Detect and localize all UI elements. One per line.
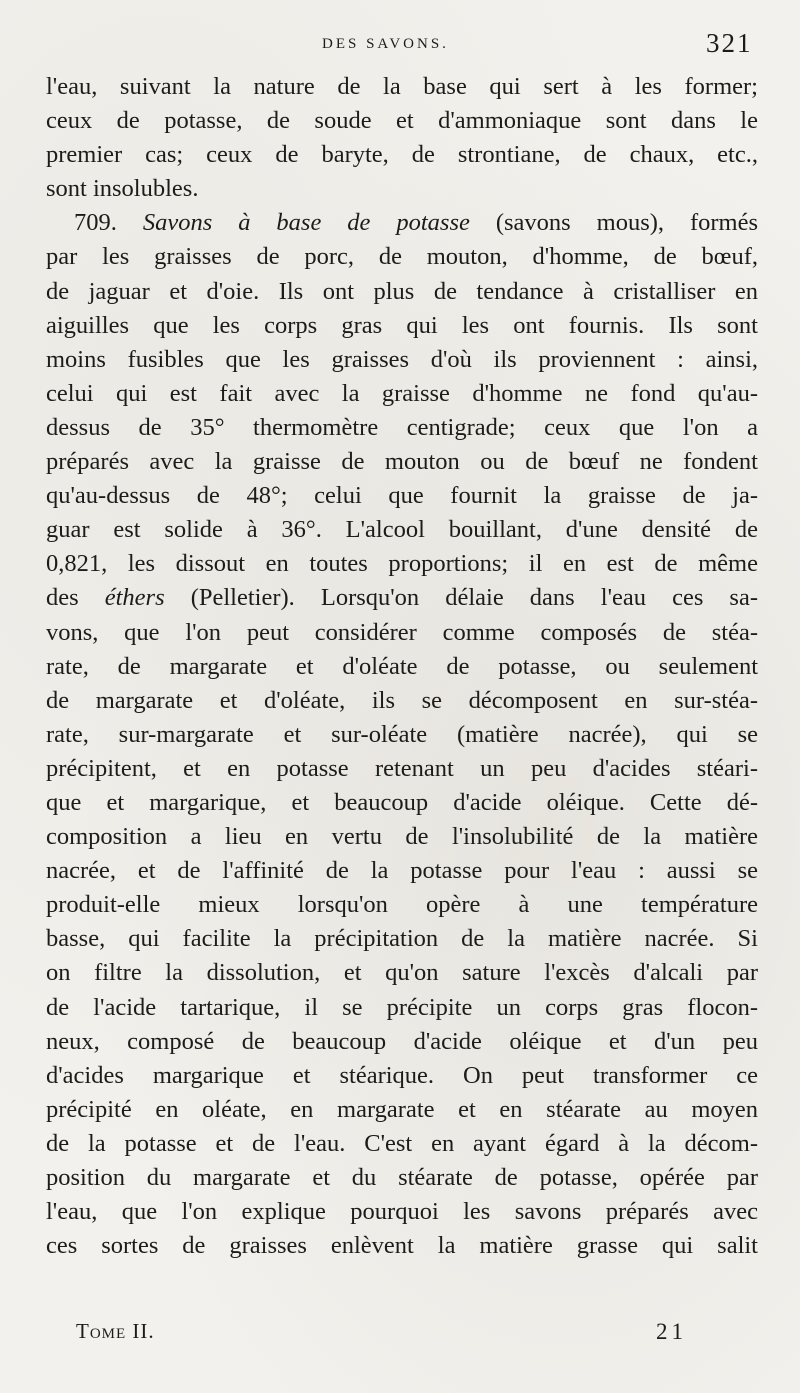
text-line: position du margarate et du stéarate de potasse, opérée par [46,1164,758,1191]
paragraph-number: 709. [74,209,117,237]
text-line: celui qui est fait avec la graisse d'homme ne fond qu'au- [46,379,758,407]
volume-signature: Tome II. [76,1319,155,1343]
sheet-number: 21 [656,1319,687,1344]
text-fragment: (Pelletier). Lorsqu'on délaie dans l'eau ces sa- [190,584,759,612]
paragraph-start-line [46,206,758,240]
text-line: aiguilles que les corps gras qui les ont fournis. Ils sont [46,311,758,339]
text-line: de la potasse et de l'eau. C'est en ayant égard à la décom- [46,1129,758,1157]
text-line: nacrée, et de l'affinité de la potasse pour l'eau : aussi se [46,857,758,885]
section-heading: Savons à base de potasse [142,209,470,237]
text-line: vons, que l'on peut considérer comme composés de stéa- [46,618,758,646]
text-line: de l'acide tartarique, il se précipite un corps gras flocon- [46,993,758,1021]
text-line: ceux de potasse, de soude et d'ammoniaque sont dans le [46,107,758,135]
text-line: ces sortes de graisses enlèvent la matière grasse qui salit [46,1232,758,1260]
text-line: de jaguar et d'oie. Ils ont plus de tendance à cristalliser en [46,277,758,305]
text-line: basse, qui facilite la précipitation de la matière nacrée. Si [46,925,758,953]
text-line: dessus de 35° thermomètre centigrade; ceux que l'on a [46,413,758,441]
text-fragment: des [46,584,79,612]
page-number: 321 [706,28,753,58]
text-line: l'eau, suivant la nature de la base qui sert à les former; [46,73,758,100]
text-line-with-italic [46,581,758,615]
text-line: que et margarique, et beaucoup d'acide oléique. Cette dé- [46,788,758,816]
text-line: l'eau, que l'on explique pourquoi les savons préparés avec [46,1198,758,1226]
running-title: DES SAVONS. [322,36,449,52]
text-line: on filtre la dissolution, et qu'on sature l'excès d'alcali par [46,959,758,987]
text-line: guar est solide à 36°. L'alcool bouillant, d'une densité de [46,516,758,544]
page-footer [0,1315,800,1355]
text-line: qu'au-dessus de 48°; celui que fournit la graisse de ja- [46,482,758,510]
text-line: sont insolubles. [46,175,199,203]
body-text [46,70,758,1263]
text-line: par les graisses de porc, de mouton, d'homme, de bœuf, [46,243,758,271]
text-line: de margarate et d'oléate, ils se décomposent en sur-stéa- [46,686,758,714]
text-line: 0,821, les dissout en toutes proportions; il en est de même [46,550,758,578]
text-line: produit-elle mieux lorsqu'on opère à une température [46,891,758,919]
text-line: préparés avec la graisse de mouton ou de bœuf ne fondent [46,448,758,476]
text-line: d'acides margarique et stéarique. On peut transformer ce [46,1061,758,1089]
text-line: précipitent, et en potasse retenant un peu d'acides stéari- [46,754,758,782]
text-line: rate, de margarate et d'oléate de potasse, ou seulement [46,652,758,680]
running-head [0,28,800,64]
text-line: premier cas; ceux de baryte, de strontiane, de chaux, etc., [46,141,758,169]
italic-term: éthers [104,584,165,612]
text-line: neux, composé de beaucoup d'acide oléique et d'un peu [46,1027,758,1055]
text-line: précipité en oléate, en margarate et en stéarate au moyen [46,1095,758,1123]
text-line: rate, sur-margarate et sur-oléate (matière nacrée), qui se [46,720,758,748]
text-line: composition a lieu en vertu de l'insolubilité de la matière [46,823,758,851]
text-line: moins fusibles que les graisses d'où ils proviennent : ainsi, [46,345,758,373]
text-fragment: (savons mous), formés [495,209,759,237]
